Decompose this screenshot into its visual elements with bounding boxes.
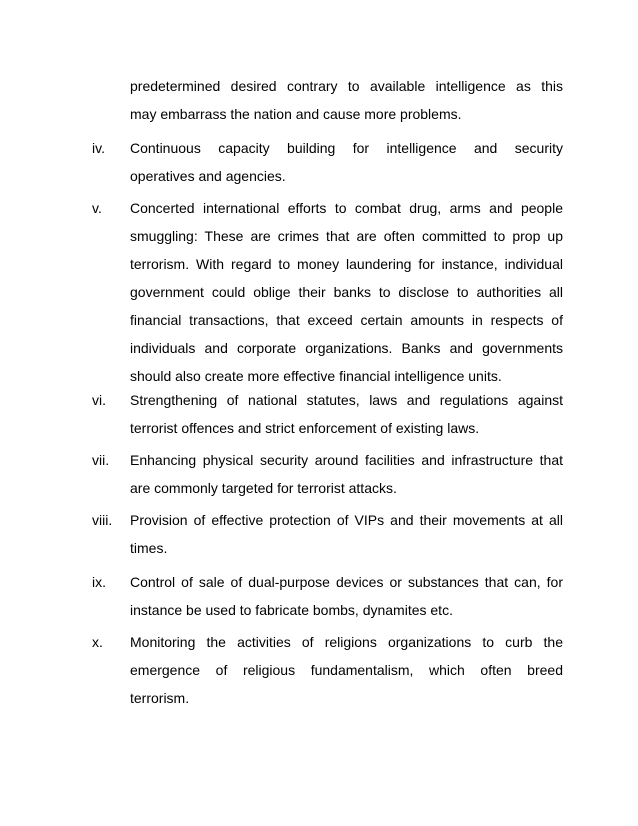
list-item-text xyxy=(130,628,563,712)
list-item-text xyxy=(130,446,563,502)
text-line: financial transactions, that exceed certain amounts in respects of xyxy=(130,312,563,328)
text-line: Continuous capacity building for intelligence and security xyxy=(130,140,563,156)
text-line: predetermined desired contrary to available intelligence as this xyxy=(130,78,563,94)
list-numeral: iv. xyxy=(92,140,105,156)
text-line: operatives and agencies. xyxy=(130,168,286,184)
list-item-text xyxy=(130,506,563,562)
text-line: Concerted international efforts to combat drug, arms and people xyxy=(130,200,563,216)
text-line: Enhancing physical security around facilities and infrastructure that xyxy=(130,452,563,468)
list-numeral: vii. xyxy=(92,452,110,468)
continuation-text xyxy=(130,72,563,128)
text-line: instance be used to fabricate bombs, dynamites etc. xyxy=(130,602,453,618)
text-line: Monitoring the activities of religions organizations to curb the xyxy=(130,634,563,650)
list-item-text xyxy=(130,386,563,442)
list-numeral: ix. xyxy=(92,574,106,590)
list-item-text xyxy=(130,134,563,190)
text-line: terrorism. xyxy=(130,690,190,706)
text-line: smuggling: These are crimes that are often committed to prop up xyxy=(130,228,563,244)
text-line: Control of sale of dual-purpose devices or substances that can, for xyxy=(130,574,563,590)
text-line: individuals and corporate organizations. Banks and governments xyxy=(130,340,563,356)
text-line: Provision of effective protection of VIPs and their movements at all xyxy=(130,512,563,528)
text-line: Strengthening of national statutes, laws and regulations against xyxy=(130,392,563,408)
text-line: are commonly targeted for terrorist attacks. xyxy=(130,480,397,496)
text-line: government could oblige their banks to disclose to authorities all xyxy=(130,284,563,300)
list-numeral: vi. xyxy=(92,392,106,408)
text-line: may embarrass the nation and cause more problems. xyxy=(130,106,462,122)
text-line: times. xyxy=(130,540,168,556)
list-numeral: viii. xyxy=(92,512,113,528)
list-item-text xyxy=(130,568,563,624)
text-line: terrorism. With regard to money laundering for instance, individual xyxy=(130,256,563,272)
text-line: should also create more effective financial intelligence units. xyxy=(130,368,502,384)
text-line: terrorist offences and strict enforcement of existing laws. xyxy=(130,420,480,436)
list-numeral: v. xyxy=(92,200,102,216)
text-line: emergence of religious fundamentalism, which often breed xyxy=(130,662,563,678)
list-numeral: x. xyxy=(92,634,103,650)
list-item-text xyxy=(130,194,563,390)
